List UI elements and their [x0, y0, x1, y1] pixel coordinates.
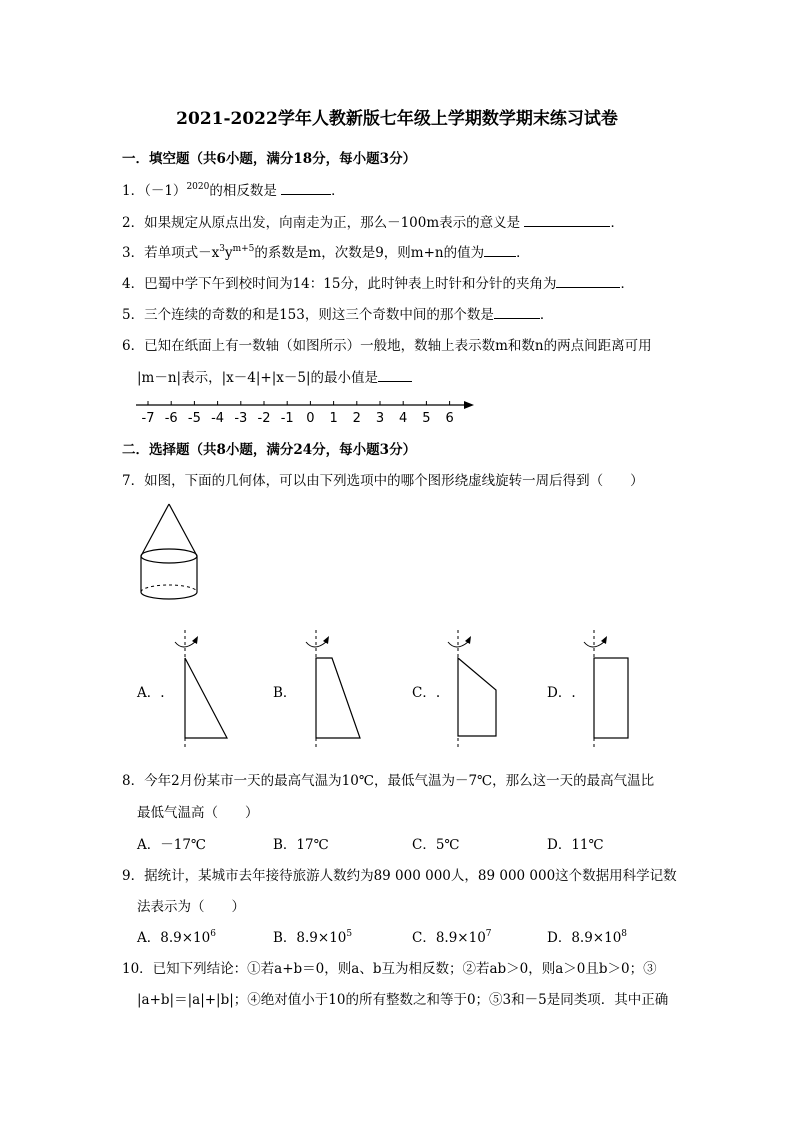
number-line-tick-label: -6: [164, 411, 178, 426]
option-a-figure[interactable]: [165, 628, 235, 752]
q8-option-b[interactable]: B．17℃: [273, 837, 329, 853]
q3-exponent-1: 3: [219, 244, 225, 254]
answer-blank: [494, 306, 540, 319]
q6-text-b: |m－n|表示，|x－4|+|x－5|的最小值是: [137, 370, 379, 386]
q5-text: 5．三个连续的奇数的和是153，则这三个奇数中间的那个数是: [122, 307, 494, 323]
q9-option-c-exp: 7: [485, 929, 492, 939]
option-c-label[interactable]: C．.: [412, 685, 441, 701]
q1-text-b: 的相反数是: [209, 183, 277, 199]
q9-option-b-exp: 5: [346, 929, 353, 939]
question-10-line-1: 10．已知下列结论：①若a+b＝0，则a、b互为相反数；②若ab＞0，则a＞0且b＞0；③: [122, 961, 657, 977]
option-b-label[interactable]: B．: [273, 685, 297, 701]
section-fill-in: 一．填空题（共6小题，满分18分，每小题3分）: [122, 151, 417, 167]
number-line-tick-label: -5: [187, 411, 201, 426]
question-8-line-1: 8．今年2月份某市一天的最高气温为10℃，最低气温为－7℃，那么这一天的最高气温比: [122, 773, 655, 789]
number-line-tick-label: -4: [211, 411, 225, 426]
number-line-tick-label: 6: [445, 411, 454, 426]
question-5: 5．三个连续的奇数的和是153，则这三个奇数中间的那个数是 ．: [122, 307, 554, 323]
q1-text-a: 1．（－1）: [122, 183, 187, 199]
question-4: 4．巴蜀中学下午到校时间为14：15分，此时钟表上时针和分针的夹角为 ．: [122, 276, 634, 292]
page-title: 2021-2022学年人教新版七年级上学期数学期末练习试卷: [176, 109, 618, 129]
question-10-line-2: |a+b|＝|a|+|b|；④绝对值小于10的所有整数之和等于0；⑤3和－5是同类项．其中正确: [137, 992, 669, 1008]
section-multiple-choice: 二．选择题（共8小题，满分24分，每小题3分）: [122, 442, 417, 458]
question-7: 7．如图，下面的几何体，可以由下列选项中的哪个图形绕虚线旋转一周后得到（ ）: [122, 473, 644, 489]
number-line-tick-label: 0: [306, 411, 315, 426]
q3-exponent-2: m+5: [232, 244, 255, 254]
answer-blank: [524, 214, 610, 227]
question-1: 1．$(-1)^{2020}$的相反数是 ．: [122, 182, 345, 199]
cone-cylinder-solid: [130, 498, 210, 610]
option-b-figure[interactable]: [300, 628, 370, 752]
number-line-arrow: [464, 401, 474, 409]
q9-option-d-exp: 8: [621, 929, 628, 939]
q8-option-c[interactable]: C．5℃: [412, 837, 460, 853]
q9-option-c-base: C．8.9×10: [412, 930, 486, 946]
question-9-line-1: 9．据统计，某城市去年接待旅游人数约为89 000 000人，89 000 000这个数据用科学记数: [122, 868, 677, 884]
number-line-tick-label: -7: [141, 411, 155, 426]
q2-text: 2．如果规定从原点出发，向南走为正，那么－100m表示的意义是: [122, 215, 521, 231]
number-line-tick-label: 3: [375, 411, 385, 426]
option-a-label[interactable]: A．.: [137, 685, 165, 701]
answer-blank: [484, 244, 516, 257]
answer-blank: [281, 182, 331, 195]
q4-text: 4．巴蜀中学下午到校时间为14：15分，此时钟表上时针和分针的夹角为: [122, 276, 557, 292]
number-line-figure: [132, 394, 478, 430]
q3-text-a: 3．若单项式－x: [122, 245, 220, 261]
q8-option-d[interactable]: D．11℃: [547, 837, 604, 853]
option-d-figure[interactable]: [580, 628, 650, 752]
number-line-tick-label: -3: [234, 411, 248, 426]
question-9-line-2: 法表示为（ ）: [137, 899, 245, 915]
question-6-line-1: 6．已知在纸面上有一数轴（如图所示）一般地，数轴上表示数m和数n的两点间距离可用: [122, 338, 652, 354]
number-line-tick-label: -2: [257, 411, 271, 426]
q9-option-b[interactable]: [273, 926, 352, 946]
answer-blank: [556, 275, 620, 288]
q9-option-b-base: B．8.9×10: [273, 930, 347, 946]
number-line-tick-label: 1: [329, 411, 338, 426]
q1-exponent: 2020: [186, 182, 210, 192]
q9-option-c[interactable]: [412, 926, 492, 946]
number-line-tick-label: 2: [352, 411, 361, 426]
q9-option-a-exp: 6: [210, 929, 216, 939]
answer-blank: [378, 369, 412, 382]
q8-option-a[interactable]: A．－17℃: [137, 837, 207, 853]
number-line-tick-label: 5: [422, 411, 431, 426]
q3-text-b: y: [224, 245, 233, 261]
q9-option-d-base: D．8.9×10: [547, 930, 622, 946]
option-c-figure[interactable]: [440, 628, 510, 752]
q9-option-d[interactable]: [547, 926, 627, 946]
option-d-label[interactable]: D．.: [547, 685, 576, 701]
number-line-tick-label: 4: [399, 411, 408, 426]
q9-option-a[interactable]: [137, 926, 216, 946]
q3-text-c: 的系数是m，次数是9，则m+n的值为: [254, 245, 485, 261]
question-6-line-2: [137, 366, 412, 386]
question-3: 3．若单项式$-x^3y^{m+5}$的系数是m，次数是9，则m+n的值为 ．: [122, 244, 530, 261]
q9-option-a-base: A．8.9×10: [137, 930, 211, 946]
number-line-tick-label: -1: [280, 411, 294, 426]
question-2: 2．如果规定从原点出发，向南走为正，那么－100m表示的意义是 ．: [122, 215, 624, 231]
question-8-line-2: 最低气温高（ ）: [137, 805, 259, 821]
